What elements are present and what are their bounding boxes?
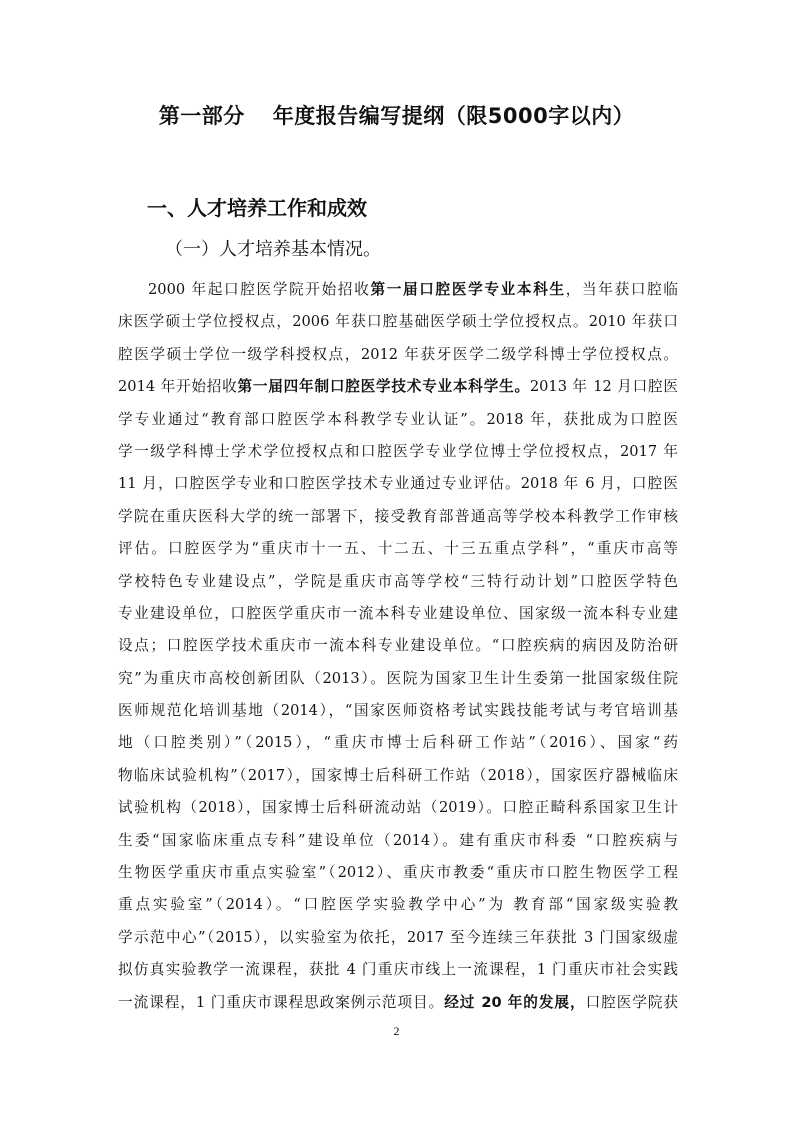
text-line [118,598,678,630]
text-line [118,306,678,338]
text-segment: ，当年获口腔临 [565,281,678,298]
text-segment: 生物医学重庆市重点实验室”（2012）、重庆市教委“重庆市口腔生物医学工程 [118,864,678,882]
text-segment: 专业建设单位，口腔医学重庆市一流本科专业建设单位、国家级一流本科专业建 [118,604,678,622]
text-segment: 腔医学硕士学位一级学科授权点，2012 年获牙医学二级学科博士学位授权点。 [118,345,678,363]
page-number: 2 [393,1024,400,1038]
text-line [118,889,678,921]
text-segment: 物临床试验机构”（2017），国家博士后科研工作站（2018），国家医疗器械临床 [118,766,678,784]
text-segment: 医师规范化培训基地（2014），“国家医师资格考试实践技能考试与考官培训基 [118,702,678,720]
text-segment: 设点；口腔医学技术重庆市一流本科专业建设单位。“口腔疾病的病因及防治研 [118,637,678,655]
text-line [118,987,678,1019]
text-segment: 2000 年起口腔医学院开始招收 [148,281,371,298]
text-line [118,404,678,436]
text-line [118,436,678,468]
body-paragraph [118,274,678,1019]
text-line [118,339,678,371]
text-segment: 11 月，口腔医学专业和口腔医学技术专业通过专业评估。2018 年 6 月，口腔医 [118,475,678,493]
text-line [118,792,678,824]
text-line [118,468,678,500]
bold-text: 经过 20 年的发展， [444,993,586,1011]
text-line [118,825,678,857]
text-line [118,727,678,759]
text-line [118,954,678,986]
text-line [118,663,678,695]
text-line [118,922,678,954]
title-main: 年度报告编写提纲（限5000字以内） [272,104,635,128]
bold-text: 第一届口腔医学专业本科生 [370,281,566,298]
text-line [118,501,678,533]
text-segment: 学专业通过“教育部口腔医学本科教学专业认证”。2018 年，获批成为口腔医 [118,410,678,428]
text-segment: 学示范中心”（2015），以实验室为依托，2017 至今连续三年获批 3 门国家级虚 [118,928,678,946]
text-line [118,371,678,403]
text-segment: 重点实验室”（2014）。“口腔医学实验教学中心”为 教育部“国家级实验教 [118,896,678,914]
text-segment: 一流课程，1 门重庆市课程思政案例示范项目。 [118,993,445,1011]
bold-text: 第一届四年制口腔医学技术专业本科学生。 [237,378,530,396]
subsection-heading: （一）人才培养基本情况。 [165,239,381,260]
text-line [118,630,678,662]
text-segment: 评估。口腔医学为“重庆市十一五、十二五、十三五重点学科”，“重庆市高等 [118,540,678,558]
text-segment: 2014 年开始招收 [118,378,238,396]
text-line [118,566,678,598]
page-title [0,100,793,130]
text-segment: 学校特色专业建设点”，学院是重庆市高等学校“三特行动计划”口腔医学特色 [118,572,678,590]
text-segment: 究”为重庆市高校创新团队（2013）。医院为国家卫生计生委第一批国家级住院 [118,669,678,687]
text-line [118,695,678,727]
text-line [118,760,678,792]
section-heading: 一、人才培养工作和成效 [147,196,367,220]
text-line [118,857,678,889]
text-segment: 床医学硕士学位授权点，2006 年获口腔基础医学硕士学位授权点。2010 年获口 [118,313,678,331]
text-segment: 学一级学科博士学术学位授权点和口腔医学专业学位博士学位授权点，2017 年 [118,442,678,460]
text-segment: 拟仿真实验教学一流课程，获批 4 门重庆市线上一流课程，1 门重庆市社会实践 [118,961,678,979]
text-segment: 试验机构（2018），国家博士后科研流动站（2019）。口腔正畸科系国家卫生计 [118,799,678,817]
text-segment: 生委“国家临床重点专科”建设单位（2014）。建有重庆市科委 “口腔疾病与 [118,831,678,849]
text-segment: 学院在重庆医科大学的统一部署下，接受教育部普通高等学校本科教学工作审核 [118,507,678,525]
text-segment: 2013 年 12 月口腔医 [529,378,678,396]
text-segment: 地（口腔类别）”（2015），“重庆市博士后科研工作站”（2016）、国家“药 [118,734,678,752]
text-line [118,533,678,565]
text-segment: 口腔医学院获 [585,993,678,1011]
title-part: 第一部分 [158,104,245,128]
text-line [118,274,678,306]
